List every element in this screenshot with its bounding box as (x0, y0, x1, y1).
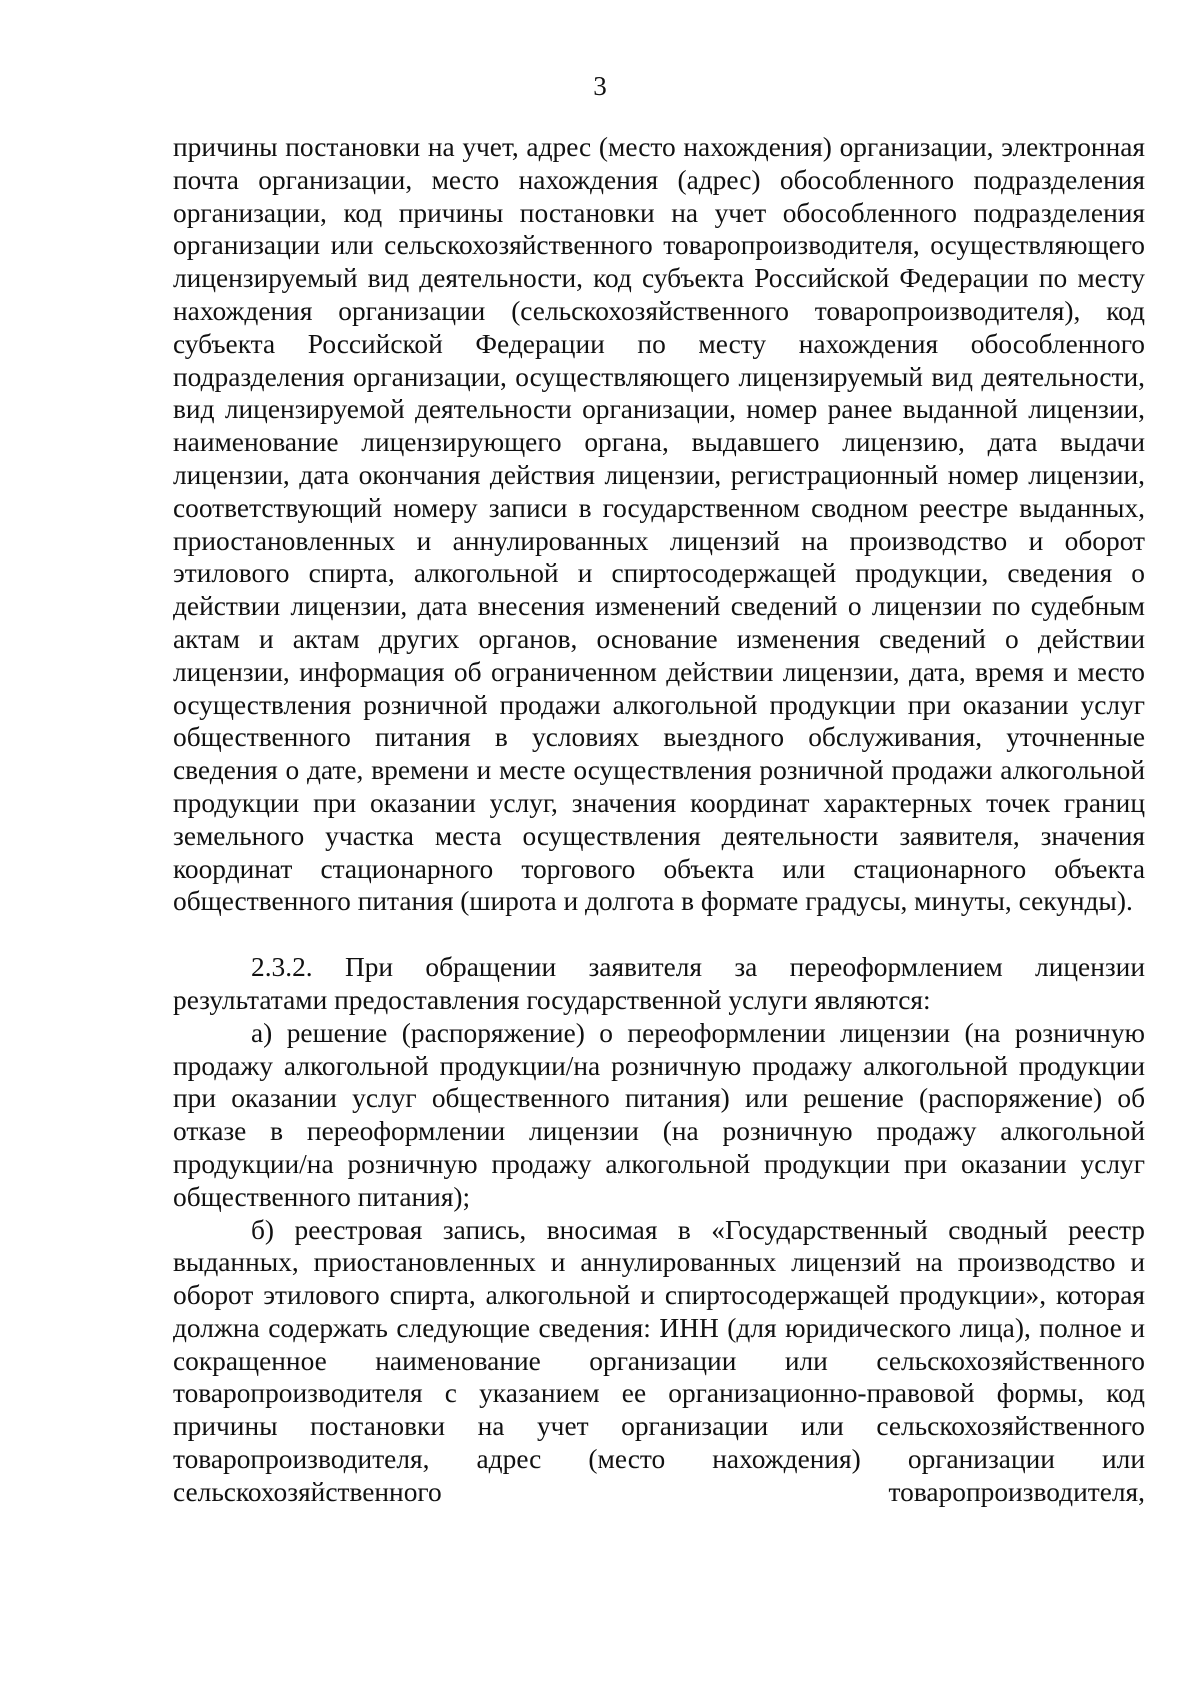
paragraph-2-3-2: 2.3.2. При обращении заявителя за переоформлением лицензии результатами предоставления государственной услуги являются: (173, 952, 1145, 1015)
paragraph-registry-fields: причины постановки на учет, адрес (место нахождения) организации, электронная почта организации, место нахождения (адрес) обособленного подразделения организации, код причины постановки на учет обособленного подразделения организации или сельскохозяйственного товаропроизводителя, осуществляющего лицензируемый вид деятельности, код субъекта Российской Федерации по месту нахождения организации (сельскохозяйственного товаропроизводителя), код субъекта Российской Федерации по месту нахождения обособленного подразделения организации, осуществляющего лицензируемый вид деятельности, вид лицензируемой деятельности организации, номер ранее выданной лицензии, наименование лицензирующего органа, выдавшего лицензию, дата выдачи лицензии, дата окончания действия лицензии, регистрационный номер лицензии, соответствующий номеру записи в государственном сводном реестре выданных, приостановленных и аннулированных лицензий на производство и оборот этилового спирта, алкогольной и спиртосодержащей продукции, сведения о действии лицензии, дата внесения изменений сведений о лицензии по судебным актам и актам других органов, основание изменения сведений о действии лицензии, информация об ограниченном действии лицензии, дата, время и место осуществления розничной продажи алкогольной продукции при оказании услуг общественного питания в условиях выездного обслуживания, уточненные сведения о дате, времени и месте осуществления розничной продажи алкогольной продукции при оказании услуг, значения координат характерных точек границ земельного участка места осуществления деятельности заявителя, значения координат стационарного торгового объекта или стационарного объекта общественного питания (широта и долгота в формате градусы, минуты, секунды). (173, 132, 1145, 917)
list-item-a: а) решение (распоряжение) о переоформлении лицензии (на розничную продажу алкогольной продукции/на розничную продажу алкогольной продукции при оказании услуг общественного питания) или решение (распоряжение) об отказе в переоформлении лицензии (на розничную продажу алкогольной продукции/на розничную продажу алкогольной продукции при оказании услуг общественного питания); (173, 1017, 1145, 1212)
document-body (173, 131, 1145, 1509)
list-item-b: б) реестровая запись, вносимая в «Государственный сводный реестр выданных, приостановленных и аннулированных лицензий на производство и оборот этилового спирта, алкогольной и спиртосодержащей продукции», которая должна содержать следующие сведения: ИНН (для юридического лица), полное и сокращенное наименование организации или сельскохозяйственного товаропроизводителя с указанием ее организационно-правовой формы, код причины постановки на учет организации или сельскохозяйственного товаропроизводителя, адрес (место нахождения) организации или сельскохозяйственного товаропроизводителя, (173, 1214, 1145, 1507)
page-number: 3 (593, 71, 607, 101)
